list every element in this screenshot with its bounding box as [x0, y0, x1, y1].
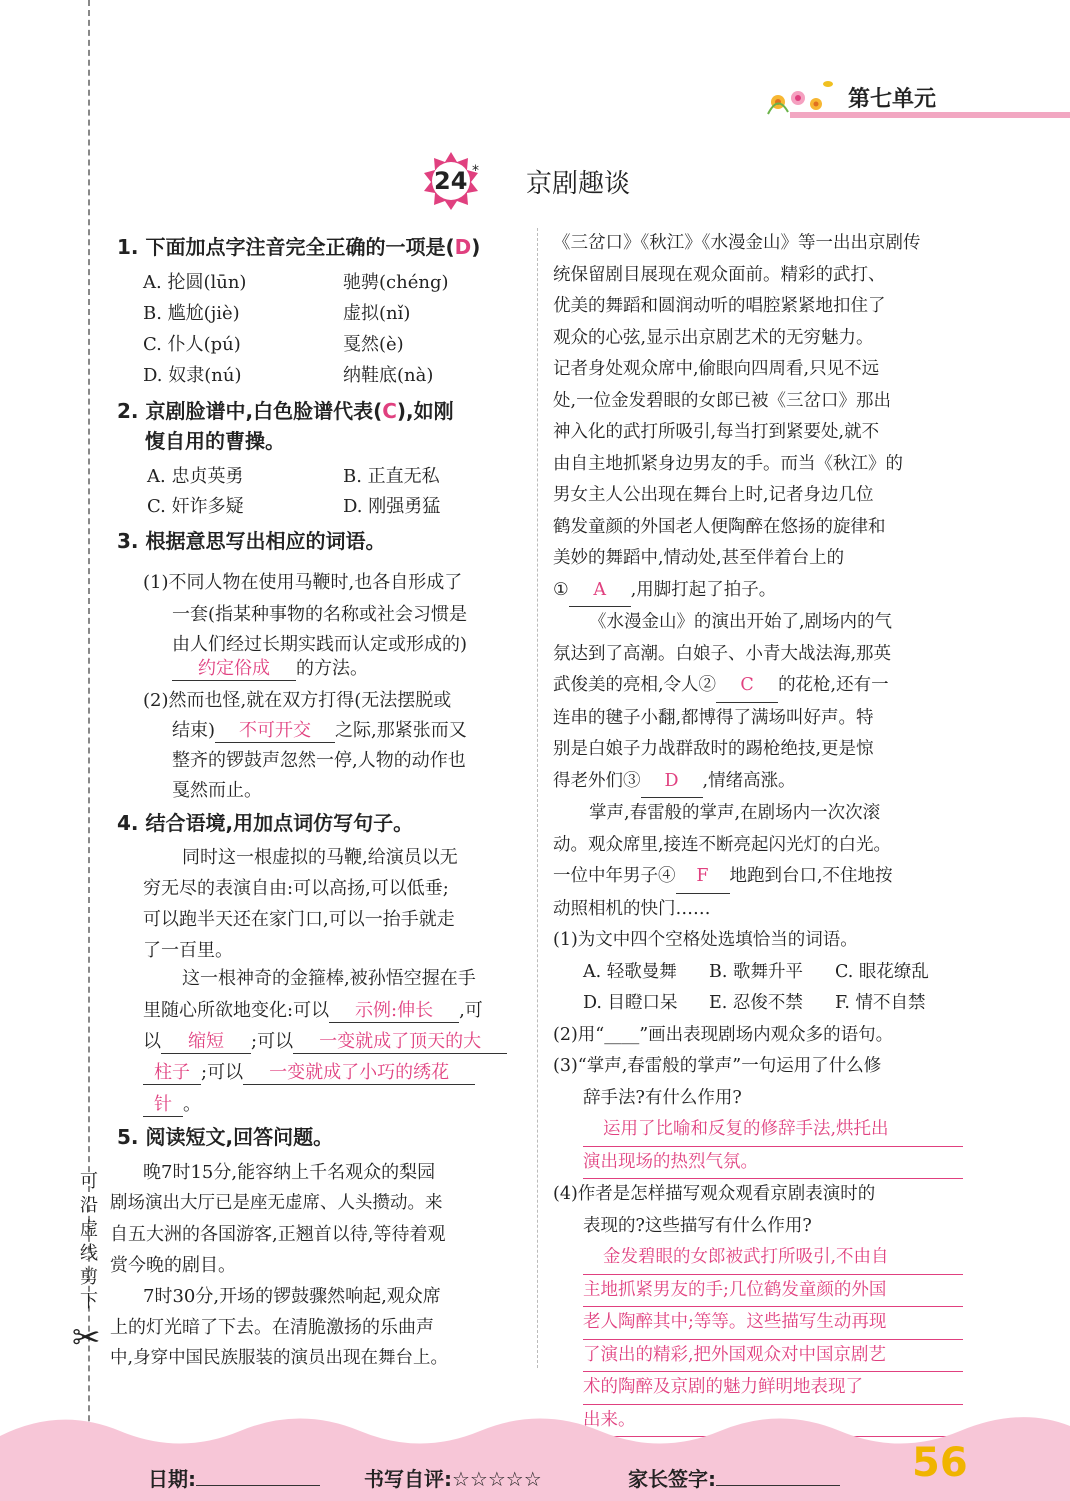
lesson-star: *	[472, 163, 479, 179]
unit-bar	[790, 112, 1070, 118]
q3-p2-line3: 整齐的锣鼓声忽然一停,人物的动作也	[172, 750, 466, 771]
q3-p2-line1: (2)然而也怪,就在双方打得(无法摆脱或	[143, 690, 452, 711]
q3-p1-line2: 一套(指某种事物的名称或社会习惯是	[172, 604, 468, 625]
q2-option-a: A. 忠贞英勇	[147, 466, 244, 487]
sub4-answer-l2: 主地抓紧男友的手;几位鹤发童颜的外国	[583, 1275, 963, 1308]
blank1-line: ① A ,用脚打起了拍子。	[553, 575, 963, 608]
q1-option-b: B. 尴尬(jiè)	[143, 303, 240, 324]
parent-signature-field[interactable]: 家长签字:	[628, 1463, 840, 1492]
q5-left-p2-l3: 中,身穿中国民族服装的演员出现在舞台上。	[110, 1348, 449, 1368]
q2-stem: 2. 京剧脸谱中,白色脸谱代表(C),如刚	[117, 399, 454, 423]
sub3-answer-l2: 演出现场的热烈气氛。	[583, 1147, 963, 1180]
q2-stem-cont: 愎自用的曹操。	[145, 429, 285, 453]
sub1-options-row2: D. 目瞪口呆 E. 忍俊不禁 F. 情不自禁	[583, 993, 926, 1013]
q4-para2-l3: 以 缩短 ;可以 一变就成了顶天的大	[143, 1027, 507, 1054]
q3-answer-2: 不可开交	[215, 716, 335, 743]
sub4-answer-l1: 金发碧眼的女郎被武打所吸引,不由自	[583, 1242, 963, 1275]
q4-answer-3a: 一变就成了顶天的大	[293, 1027, 507, 1054]
q5-left-p1-l3: 自五大洲的各国游客,正翘首以待,等待着观	[110, 1224, 446, 1245]
q4-stem: 4. 结合语境,用加点词仿写句子。	[117, 811, 414, 835]
blank4-line: 一位中年男子④ F 地跑到台口,不住地按	[553, 861, 963, 894]
blank2-answer: C	[716, 670, 778, 703]
sub4-answer-l6: 出来。	[583, 1405, 963, 1438]
q5-stem: 5. 阅读短文,回答问题。	[117, 1125, 334, 1149]
q2-option-b: B. 正直无私	[343, 466, 440, 487]
q3-p1-line4: 约定俗成 的方法。	[172, 654, 368, 681]
blank4-answer: F	[676, 861, 730, 894]
q3-p2-line4: 戛然而止。	[172, 780, 262, 801]
q4-para2-l2: 里随心所欲地变化:可以 示例:伸长 ,可	[143, 996, 483, 1023]
self-eval: 书写自评:☆☆☆☆☆	[364, 1467, 542, 1491]
blank3-line: 得老外们③ D ,情绪高涨。	[553, 766, 963, 799]
q4-answer-4a: 一变就成了小巧的绣花	[243, 1058, 475, 1085]
q1-answer: D	[454, 235, 472, 259]
blank2-line: 武俊美的亮相,令人② C 的花枪,还有一	[553, 670, 963, 703]
q1-option-b2: 虚拟(nǐ)	[343, 303, 411, 324]
q5-left-p1-l4: 赏今晚的剧目。	[110, 1255, 236, 1276]
scissors-icon: ✂	[72, 1318, 101, 1358]
q2-option-d: D. 刚强勇猛	[343, 496, 441, 517]
unit-title: 第七单元	[848, 87, 937, 112]
q4-para1-l1: 同时这一根虚拟的马鞭,给演员以无	[182, 847, 458, 868]
q4-answer-3b: 柱子	[143, 1058, 201, 1085]
q3-p1-line3: 由人们经过长期实践而认定或形成的)	[172, 634, 468, 655]
q5-left-p1-l1: 晚7时15分,能容纳上千名观众的梨园	[143, 1162, 436, 1183]
q4-para2-l4: 柱子 ;可以 一变就成了小巧的绣花	[143, 1058, 475, 1085]
q3-p2-line2: 结束) 不可开交 之际,那紧张而又	[172, 716, 467, 743]
q1-option-a2: 驰骋(chéng)	[343, 272, 449, 293]
q4-answer-4b: 针	[143, 1090, 183, 1117]
q3-answer-1: 约定俗成	[172, 654, 296, 681]
q3-stem: 3. 根据意思写出相应的词语。	[117, 529, 386, 553]
page-number: 56	[912, 1440, 968, 1486]
q5-left-p1-l2: 剧场演出大厅已是座无虚席、人头攒动。来	[110, 1193, 443, 1213]
sub4-answer-l5: 术的陶醉及京剧的魅力鲜明地表现了	[583, 1372, 963, 1405]
blank1-answer: A	[569, 575, 631, 608]
column-divider	[537, 228, 538, 1368]
q4-para2-l1: 这一根神奇的金箍棒,被孙悟空握在手	[182, 968, 476, 989]
q5-left-p2-l1: 7时30分,开场的锣鼓骤然响起,观众席	[143, 1286, 441, 1307]
q3-p1-line1: (1)不同人物在使用马鞭时,也各自形成了	[143, 572, 463, 593]
lesson-number: 24	[434, 167, 468, 195]
cut-hint: 可 沿 虚 线 剪 下	[80, 1171, 98, 1312]
q4-para2-l5: 针 。	[143, 1090, 201, 1117]
q4-answer-2: 缩短	[161, 1027, 251, 1054]
q5-left-p2-l2: 上的灯光暗了下去。在清脆激扬的乐曲声	[110, 1317, 434, 1338]
lesson-title: 京剧趣谈	[526, 169, 631, 199]
q1-stem: 1. 下面加点字注音完全正确的一项是(D)	[117, 235, 481, 259]
sub4-answer-l4: 了演出的精彩,把外国观众对中国京剧艺	[583, 1340, 963, 1373]
q4-answer-1: 示例:伸长	[329, 996, 459, 1023]
q2-option-c: C. 奸诈多疑	[147, 496, 244, 517]
sub4-answer-l3: 老人陶醉其中;等等。这些描写生动再现	[583, 1307, 963, 1340]
q2-answer: C	[382, 399, 397, 423]
blank3-answer: D	[641, 766, 703, 799]
q4-para1-l3: 可以跑半天还在家门口,可以一抬手就走	[143, 909, 455, 930]
q4-para1-l2: 穷无尽的表演自由:可以高扬,可以低垂;	[143, 878, 449, 899]
q1-option-a: A. 抡圆(lūn)	[143, 272, 247, 293]
q1-option-c: C. 仆人(pú)	[143, 334, 241, 355]
sub1-options-row1: A. 轻歌曼舞 B. 歌舞升平 C. 眼花缭乱	[583, 961, 929, 982]
q1-option-c2: 戛然(è)	[343, 334, 404, 355]
sub3-answer-l1: 运用了比喻和反复的修辞手法,烘托出	[583, 1114, 963, 1147]
q5-right-passage: 《三岔口》《秋江》《水漫金山》等一出出京剧传 统保留剧目展现在观众面前。精彩的武打、 优美的舞蹈和圆润动听的唱腔紧紧地扣住了 观众的心弦,显示出京剧艺术的无穷魅力。 记者身处观众席中,偷眼向四周看,只见不远 处,一位金发碧眼的女郎已被《三岔口》那出 神入化的武打所吸引,每当打到紧要处,就不 由自主地抓紧身边男友的手。而当《秋江》的 男女主人公出现在舞台上时,记者身边几位 鹤发童颜的外国老人便陶醉在悠扬的旋律和 美妙的舞蹈中,情动处,甚至伴着台上的 ① A ,用脚打起了拍子。 《水漫金山》的演出开始了,剧场内的气 氛达到了高潮。白娘子、小青大战法海,那英 武俊美的亮相,令人② C 的花枪,还有一 连串的毽子小翻,都博得了满场叫好声。特 别是白娘子力战群敌时的踢枪绝技,更是惊 得老外们③ D ,情绪高涨。 掌声,春雷般的掌声,在剧场内一次次滚 动。观众席里,接连不断亮起闪光灯的白光。 一位中年男子④ F 地跑到台口,不住地按 动照相机的快门…… (1)为文中四个空格处选填恰当的词语。 A. 轻歌曼舞 B. 歌舞升平 C. 眼花缭乱 D. 目瞪口呆 E. 忍俊不禁 F. 情不自禁 (2)用“____”画出表现剧场内观众多的语句。 (3)“掌声,春雷般的掌声”一句运用了什么修 辞手法?有什么作用? 运用了比喻和反复的修辞手法,烘托出 演出现场的热烈气氛。 (4)作者是怎样描写观众观看京剧表演时的 表现的?这些描写有什么作用? 金发碧眼的女郎被武打所吸引,不由自 主地抓紧男友的手;几位鹤发童颜的外国 老人陶醉其中;等等。这些描写生动再现 了演出的精彩,把外国观众对中国京剧艺 术的陶醉及京剧的魅力鲜明地表现了 出来。	[553, 228, 963, 1437]
q4-para1-l4: 了一百里。	[143, 940, 233, 961]
q1-option-d2: 纳鞋底(nà)	[343, 365, 434, 386]
rating-stars[interactable]: ☆☆☆☆☆	[452, 1467, 542, 1491]
q1-option-d: D. 奴隶(nú)	[143, 365, 242, 386]
date-field[interactable]: 日期:	[148, 1463, 320, 1492]
